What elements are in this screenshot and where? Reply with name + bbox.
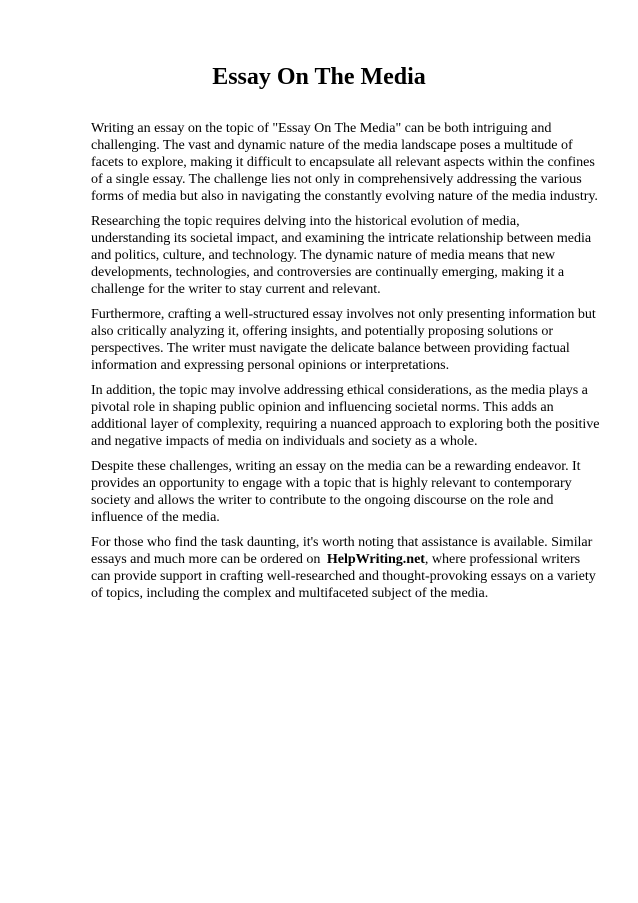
helpwriting-link[interactable]: HelpWriting.net <box>326 551 425 568</box>
essay-body <box>91 120 601 611</box>
paragraph-6-lead-text: For those who find the task daunting, it's worth noting that assistance is available. Similar essays and much more can be ordered on <box>91 534 593 568</box>
page-title: Essay On The Media <box>212 64 426 90</box>
paragraph-6 <box>91 534 601 602</box>
paragraph-3: Furthermore, crafting a well-structured essay involves not only presenting information but also critically analyzing it, offering insights, and potentially proposing solutions or perspectives. The writer must navigate the delicate balance between providing factual information and expressing personal opinions or interpretations. <box>91 306 596 373</box>
paragraph-2: Researching the topic requires delving into the historical evolution of media, understanding its societal impact, and examining the intricate relationship between media and politics, culture, and technology. The dynamic nature of media means that new developments, technologies, and controversies are continually emerging, making it a challenge for the writer to stay current and relevant. <box>91 213 592 297</box>
paragraph-5: Despite these challenges, writing an essay on the media can be a rewarding endeavor. It provides an opportunity to engage with a topic that is highly relevant to contemporary society and allows the writer to contribute to the ongoing discourse on the role and influence of the media. <box>91 458 581 526</box>
paragraph-4: In addition, the topic may involve addressing ethical considerations, as the media plays a pivotal role in shaping public opinion and influencing societal norms. This adds an additional layer of complexity, requiring a nuanced approach to exploring both the positive and negative impacts of media on individuals and society as a whole. <box>91 382 600 449</box>
paragraph-6-trailing-text: , where professional writers can provide support in crafting well-researched and thought-provoking essays on a variety of topics, including the complex and multifaceted subject of the media. <box>91 551 596 602</box>
paragraph-1: Writing an essay on the topic of "Essay On The Media" can be both intriguing and challenging. The vast and dynamic nature of the media landscape poses a multitude of facets to explore, making it difficult to encapsulate all relevant aspects within the confines of a single essay. The challenge lies not only in comprehensively addressing the various forms of media but also in navigating the constantly evolving nature of the media industry. <box>91 120 598 204</box>
